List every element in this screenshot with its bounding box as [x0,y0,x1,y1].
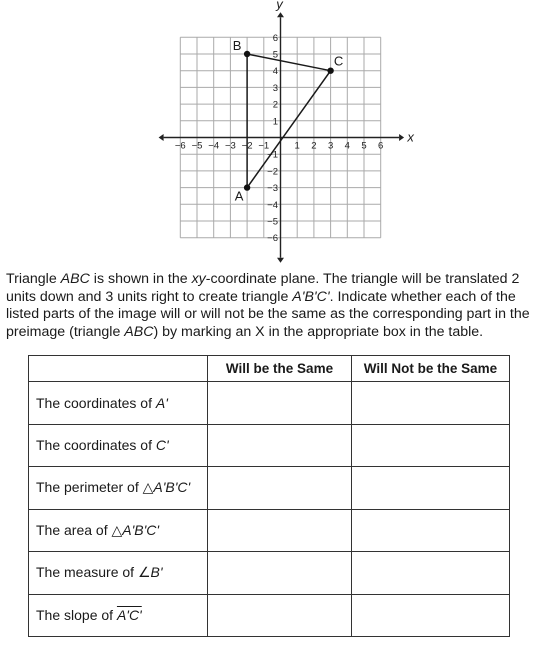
answer-table [28,355,510,637]
row-label: The coordinates of C' [29,424,208,467]
x-tick-label: −3 [224,140,236,152]
y-tick-label: −5 [267,216,278,228]
same-cell[interactable] [208,594,352,637]
x-tick-label: −4 [208,140,220,152]
y-tick-label: 2 [272,99,278,111]
problem-text: Triangle ABC is shown in the xy-coordinate plane. The triangle will be translated 2 units down and 3 units right to create triangle A'B'C'. Indicate whether each of the listed parts of the image will or will not be the same as the corresponding part in the preimage (triangle ABC) by marking an X in the appropriate box in the table. [6,271,530,340]
x-tick-label: 2 [311,140,317,152]
x-tick-label: 6 [378,140,384,152]
table-row [29,424,510,467]
y-axis-arrow-up [277,12,284,17]
row-label: The measure of ∠B' [29,552,208,595]
same-cell[interactable] [208,467,352,510]
x-tick-label: −5 [191,140,203,152]
table-row [29,467,510,510]
header-will-be-same: Will be the Same [208,356,352,382]
header-will-not-be-same: Will Not be the Same [352,356,510,382]
table-header-row [29,356,510,382]
y-axis-arrow-down [277,258,284,263]
y-tick-label: −4 [267,199,278,211]
same-cell[interactable] [208,552,352,595]
row-label: The perimeter of △A'B'C' [29,467,208,510]
same-cell[interactable] [208,509,352,552]
y-tick-label: −3 [267,183,278,195]
table-row [29,509,510,552]
vertex-b-dot [244,51,250,57]
y-tick-label: 4 [272,66,278,78]
x-tick-label: −6 [174,140,186,152]
x-tick-label: 4 [344,140,350,152]
table-row [29,594,510,637]
not-same-cell[interactable] [352,467,510,510]
header-blank [29,356,208,382]
tick-labels [175,33,383,244]
y-tick-label: 3 [272,82,278,94]
x-axis-arrow-left [159,134,164,141]
x-axis-arrow-right [399,134,404,141]
same-cell[interactable] [208,382,352,425]
axes [159,12,404,263]
vertex-b-label: B [232,38,242,53]
not-same-cell[interactable] [352,509,510,552]
vertex-c-dot [327,68,333,74]
vertex-a-dot [244,184,250,190]
y-tick-label: −2 [267,166,278,178]
y-tick-label: −6 [267,233,278,245]
y-tick-label: −1 [267,149,278,161]
row-label: The area of △A'B'C' [29,509,208,552]
vertex-c-label: C [333,53,344,69]
vertex-a-label: A [234,188,244,204]
coordinate-plane [0,0,537,265]
x-axis-label: x [407,129,414,145]
not-same-cell[interactable] [352,552,510,595]
same-cell[interactable] [208,424,352,467]
row-label: The coordinates of A' [29,382,208,425]
x-tick-label: −2 [241,140,253,152]
x-tick-label: 5 [361,140,367,152]
table-row [29,382,510,425]
not-same-cell[interactable] [352,424,510,467]
y-tick-label: 1 [272,116,278,128]
not-same-cell[interactable] [352,382,510,425]
table-row [29,552,510,595]
row-label: The slope of A'C' [29,594,208,637]
x-tick-label: 1 [294,140,300,152]
y-tick-label: 6 [272,32,278,44]
y-axis-label: y [276,0,283,12]
x-tick-label: −1 [258,140,270,152]
x-tick-label: 3 [327,140,334,152]
not-same-cell[interactable] [352,594,510,637]
y-tick-label: 5 [272,49,278,61]
